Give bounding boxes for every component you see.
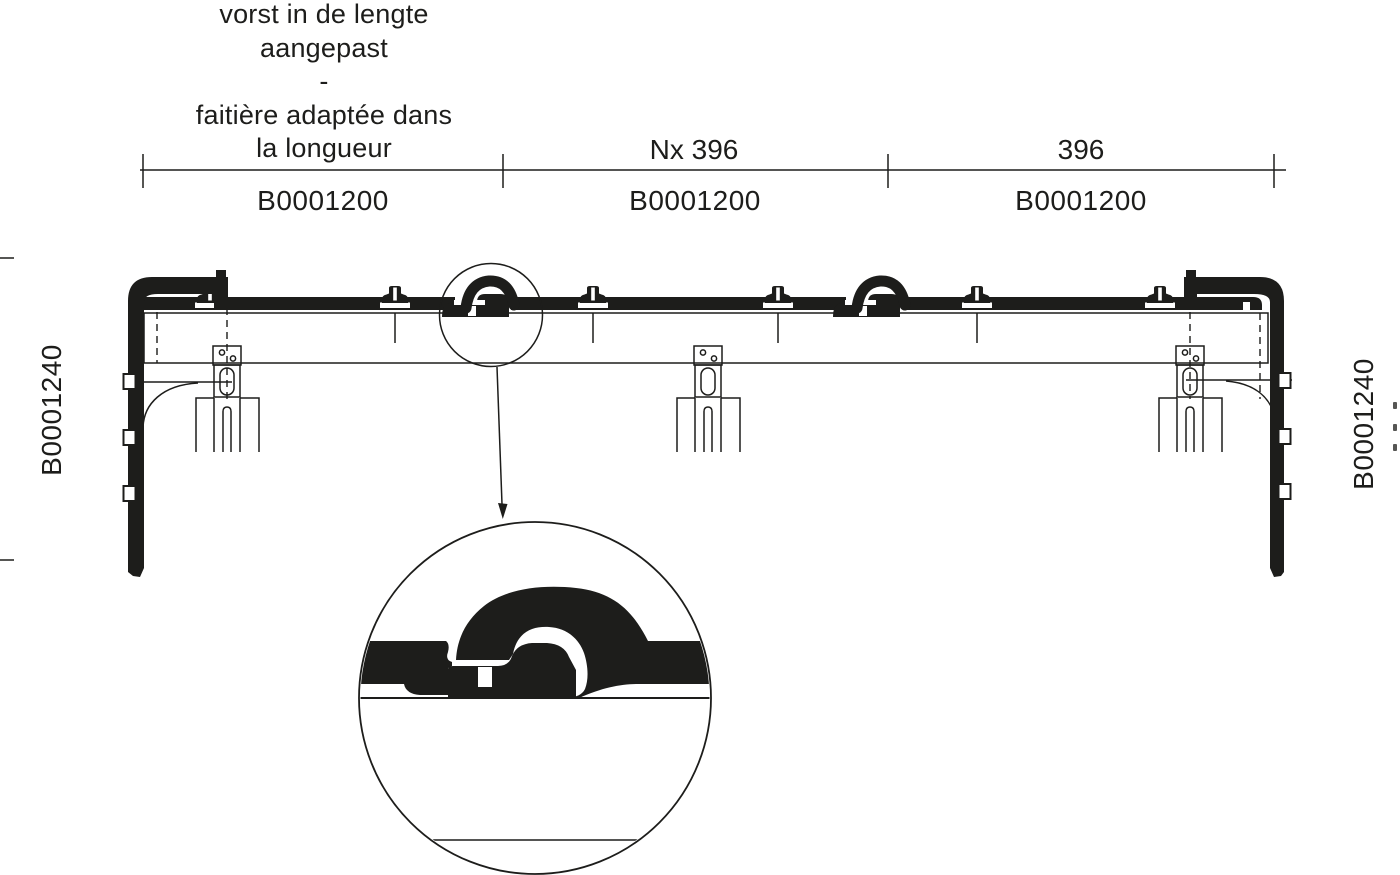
ridge-end-cap-left (128, 270, 228, 577)
end-cap-part-label-left: B0001240 (36, 344, 67, 476)
hidden-reference-lines (157, 296, 1260, 399)
note-line: vorst in de lengte (219, 0, 429, 29)
part-number-segment-1: B0001200 (257, 185, 389, 216)
ridge-end-cap-right (1184, 270, 1284, 577)
dimension-label-right: 396 (1057, 134, 1105, 165)
clipped-label-fragment (1393, 424, 1397, 431)
detail-leader-arrow (497, 367, 508, 519)
ridge-length-note (196, 0, 452, 166)
ridge-band (144, 297, 1262, 310)
note-line: faitière adaptée dans (195, 99, 453, 130)
clipped-label-fragment (1393, 402, 1397, 409)
ridge-board (144, 313, 1268, 363)
dimension-label-middle: Nx 396 (649, 134, 739, 165)
note-line: - (319, 66, 329, 96)
detail-view (358, 522, 712, 874)
batten-bracket-middle (677, 346, 740, 452)
left-margin-ticks (0, 258, 14, 560)
note-line: aangepast (260, 32, 388, 63)
clipped-label-fragment (1393, 444, 1397, 451)
note-line: la longueur (256, 133, 392, 163)
part-number-segment-2: B0001200 (629, 185, 761, 216)
end-cap-side-clips (124, 373, 1291, 501)
part-number-segment-3: B0001200 (1015, 185, 1147, 216)
end-cap-part-label-right: B0001240 (1348, 358, 1379, 490)
fixing-screw-pins (395, 313, 977, 343)
